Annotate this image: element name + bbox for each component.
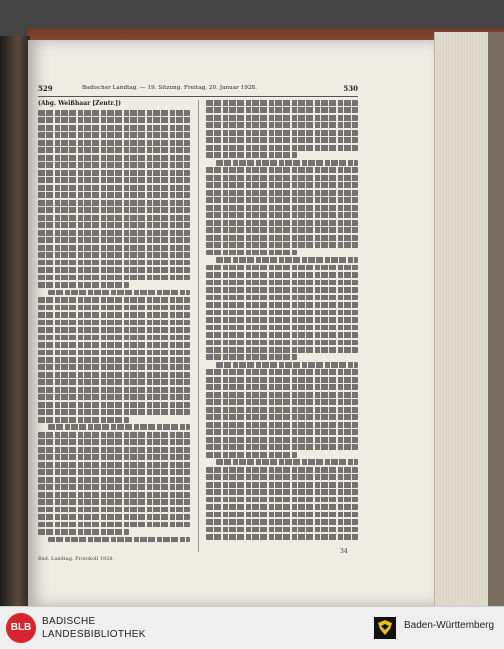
text-line: [38, 492, 190, 498]
text-line: [206, 190, 358, 196]
text-line: [38, 245, 190, 251]
text-line: [38, 335, 190, 341]
text-line: [206, 504, 358, 510]
text-line: [206, 280, 358, 286]
text-line: [38, 222, 190, 228]
text-line: [206, 429, 358, 435]
sheet-number: 34: [340, 548, 348, 555]
text-line: [206, 482, 358, 488]
text-line: [38, 417, 129, 423]
text-line: [38, 387, 190, 393]
text-line: [206, 100, 358, 106]
text-line: [38, 379, 190, 385]
text-line: [38, 372, 190, 378]
text-line: [38, 469, 190, 475]
text-line: [48, 424, 190, 430]
library-name[interactable]: [42, 615, 146, 641]
text-line: [38, 260, 190, 266]
text-line: [206, 205, 358, 211]
text-line: [48, 537, 190, 543]
text-line: [38, 252, 190, 258]
book-back-edge: [488, 32, 504, 606]
text-line: [38, 132, 190, 138]
text-line: [206, 467, 358, 473]
text-line: [206, 302, 358, 308]
text-line: [206, 317, 358, 323]
text-line: [38, 275, 190, 281]
text-line: [206, 444, 358, 450]
text-line: [38, 147, 190, 153]
blb-logo[interactable]: BLB: [6, 613, 36, 643]
text-line: [38, 409, 190, 415]
text-line: [206, 295, 358, 301]
text-line: [216, 459, 358, 465]
text-line: [206, 340, 358, 346]
text-line: [38, 350, 190, 356]
text-line: [206, 332, 358, 338]
text-line: [38, 477, 190, 483]
text-line: [38, 177, 190, 183]
text-line: [216, 160, 358, 166]
text-line: [206, 272, 358, 278]
text-line: [216, 257, 358, 263]
text-line: [206, 452, 297, 458]
book-spine: [0, 36, 30, 606]
text-line: [206, 489, 358, 495]
text-line: [206, 137, 358, 143]
text-line: [206, 310, 358, 316]
text-line: [206, 422, 358, 428]
text-line: [206, 414, 358, 420]
text-line: [38, 297, 190, 303]
text-line: [206, 347, 358, 353]
text-line: [206, 369, 358, 375]
text-line: [206, 407, 358, 413]
text-line: [38, 200, 190, 206]
text-line: [206, 437, 358, 443]
text-line: [206, 242, 358, 248]
text-line: [38, 140, 190, 146]
text-line: [206, 130, 358, 136]
text-line: [206, 145, 358, 151]
text-line: [38, 155, 190, 161]
text-line: [38, 305, 190, 311]
text-line: [38, 125, 190, 131]
text-line: [206, 534, 358, 540]
text-line: [38, 394, 190, 400]
text-line: [206, 122, 358, 128]
text-line: [216, 362, 358, 368]
text-line: [206, 182, 358, 188]
text-line: [38, 110, 190, 116]
text-line: [206, 212, 358, 218]
text-line: [206, 399, 358, 405]
text-line: [38, 215, 190, 221]
text-line: [206, 497, 358, 503]
right-column: [206, 100, 358, 552]
footer-bar: [0, 606, 504, 649]
text-line: [38, 439, 190, 445]
text-line: [206, 265, 358, 271]
text-line: [38, 185, 190, 191]
page-stack-edge: [434, 32, 495, 606]
text-line: [206, 287, 358, 293]
text-line: [206, 325, 358, 331]
text-line: [206, 235, 358, 241]
text-line: [38, 192, 190, 198]
library-name-line2: LANDESBIBLIOTHEK: [42, 629, 146, 640]
text-line: [206, 197, 358, 203]
text-line: [206, 527, 358, 533]
text-line: [38, 170, 190, 176]
state-name[interactable]: Baden-Württemberg: [404, 620, 495, 631]
text-line: [38, 342, 190, 348]
library-name-line1: BADISCHE: [42, 616, 96, 627]
text-line: [38, 207, 190, 213]
left-column: [38, 100, 190, 552]
text-line: [206, 167, 358, 173]
text-line: [206, 354, 297, 360]
text-line: [206, 377, 358, 383]
text-line: [38, 454, 190, 460]
page-number-right: 530: [343, 84, 358, 93]
text-line: [206, 227, 358, 233]
text-line: [38, 522, 190, 528]
text-line: [38, 282, 129, 288]
text-line: [38, 432, 190, 438]
text-line: [206, 115, 358, 121]
text-line: [38, 327, 190, 333]
text-line: [38, 447, 190, 453]
text-line: [206, 392, 358, 398]
text-line: [38, 357, 190, 363]
text-line: [38, 230, 190, 236]
page-header: [38, 84, 358, 96]
text-line: [206, 474, 358, 480]
text-line: [206, 220, 358, 226]
text-line: [38, 484, 190, 490]
text-line: [206, 152, 297, 158]
page-number-left: 529: [38, 84, 53, 93]
coat-of-arms-icon[interactable]: [372, 615, 398, 641]
running-header: Badischer Landtag. — 19. Sitzung. Freitag, 20. Januar 1928.: [82, 85, 257, 91]
header-rule: [38, 96, 358, 97]
text-line: [38, 364, 190, 370]
text-line: [206, 175, 358, 181]
text-line: [38, 312, 190, 318]
text-line: [38, 117, 190, 123]
text-line: [206, 384, 358, 390]
text-line: [206, 512, 358, 518]
text-line: [206, 107, 358, 113]
text-line: [38, 499, 190, 505]
speaker-label: (Abg. Weißhaar [Zentr.]): [38, 100, 121, 107]
text-line: [38, 507, 190, 513]
text-line: [206, 250, 297, 256]
text-line: [38, 529, 129, 535]
text-line: [38, 402, 190, 408]
footer-note: Bad. Landtag. Protokoll 1928.: [38, 556, 115, 562]
text-line: [38, 162, 190, 168]
text-line: [48, 290, 190, 296]
column-divider: [198, 100, 199, 552]
text-line: [38, 237, 190, 243]
text-line: [38, 514, 190, 520]
text-line: [206, 519, 358, 525]
text-line: [38, 320, 190, 326]
text-line: [38, 267, 190, 273]
text-line: [38, 462, 190, 468]
